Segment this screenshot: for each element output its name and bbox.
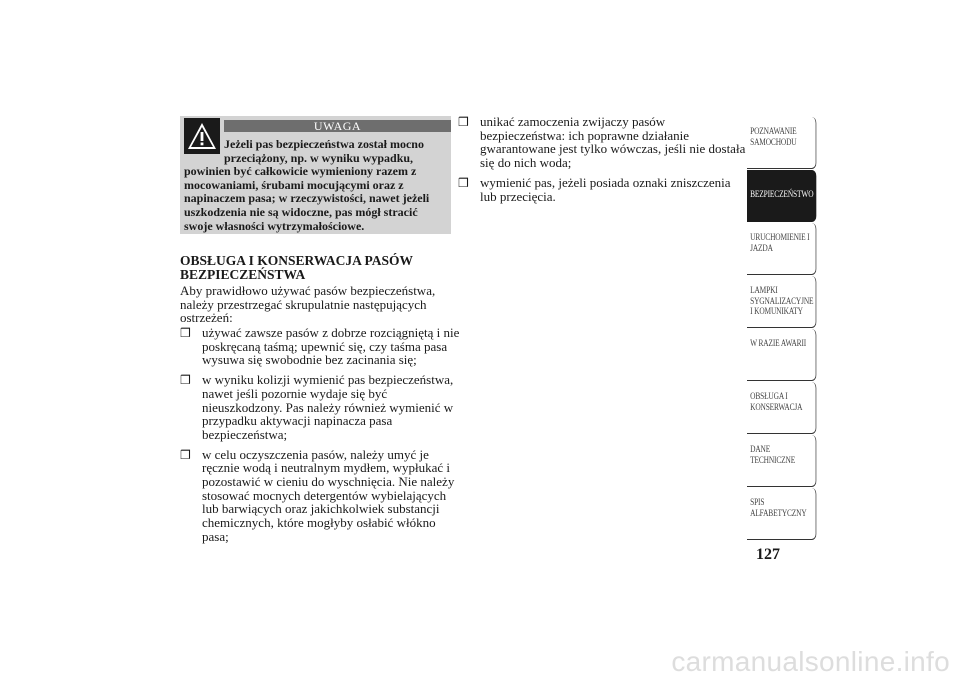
tab-obsluga-i-konserwacja[interactable] (747, 382, 816, 434)
bullet-list-right (458, 115, 750, 209)
section-heading: OBSŁUGA I KONSERWACJA PASÓW BEZPIECZEŃSTWA (180, 253, 413, 282)
list-item-text: wymienić pas, jeżeli posiada oznaki zniszczenia lub przecięcia. (480, 174, 731, 204)
tab-label: POZNAWANIE SAMOCHODU (750, 127, 797, 148)
tab-label: OBSŁUGA I KONSERWACJA (750, 392, 803, 413)
list-item-text: w celu oczyszczenia pasów, należy umyć je ręcznie wodą i neutralnym mydłem, wypłukać i pozostawić w cieniu do wyschnięcia. Nie należy stosować mocnych detergentów wybielających lub barwiących oraz jakichkolwiek substancji chemicznych, które mogłyby osłabić włókno pasa; (202, 446, 455, 544)
bullet-list-left (180, 326, 460, 550)
tab-spis-alfabetyczny[interactable] (747, 488, 816, 540)
checkbox-bullet-icon: ❒ (458, 175, 469, 190)
tab-label: URUCHOMIENIE I JAZDA (750, 233, 810, 254)
checkbox-bullet-icon: ❒ (180, 447, 191, 462)
list-item (180, 326, 460, 367)
list-item-text: używać zawsze pasów z dobrze rozciągniętą i nie poskręcaną taśmą; upewnić się, czy taśma pasa wysuwa się swobodnie bez zacinania się; (202, 325, 460, 368)
list-item (458, 176, 750, 203)
tab-w-razie-awarii[interactable] (747, 329, 816, 381)
tab-label: DANE TECHNICZNE (750, 445, 796, 466)
list-item (180, 373, 460, 442)
checkbox-bullet-icon: ❒ (180, 373, 191, 388)
watermark: carmanualsonline.info (671, 646, 950, 677)
checkbox-bullet-icon: ❒ (458, 115, 469, 129)
warning-text (184, 138, 448, 233)
checkbox-bullet-icon: ❒ (180, 326, 191, 340)
warning-title: UWAGA (313, 119, 362, 133)
list-item-text: w wyniku kolizji wymienić pas bezpieczeństwa, nawet jeśli pozornie wydaje się być nieuszkodzony. Pas należy również wymienić w przypadku aktywacji napinacza pasa bezpieczeństwa; (202, 372, 454, 442)
warning-first-lines: Jeżeli pas bezpieczeństwa został mocno przeciążony, np. w wyniku wypadku, (224, 137, 424, 165)
list-item (180, 448, 460, 544)
tab-lampki-sygnalizacyjne[interactable] (747, 276, 816, 328)
tab-bezpieczenstwo[interactable] (747, 170, 816, 222)
tab-poznawanie-samochodu[interactable] (747, 117, 816, 169)
tab-label: LAMPKI SYGNALIZACYJNE I KOMUNIKATY (750, 286, 814, 317)
tab-label: SPIS ALFABETYCZNY (750, 498, 807, 519)
page-number: 127 (756, 546, 780, 563)
list-item (458, 115, 750, 170)
section-intro: Aby prawidłowo używać pasów bezpieczeństwa, należy przestrzegać skrupulatnie następujących ostrzeżeń: (180, 283, 436, 326)
tab-label: W RAZIE AWARII (750, 339, 807, 349)
tab-label: BEZPIECZEŃSTWO (750, 190, 814, 200)
list-item-text: unikać zamoczenia zwijaczy pasów bezpieczeństwa: ich poprawne działanie gwarantowane jest tylko wówczas, jeśli nie dostała się do nich woda; (480, 114, 746, 171)
tab-uruchomienie-i-jazda[interactable] (747, 223, 816, 275)
chapter-tabs (747, 117, 819, 541)
tab-dane-techniczne[interactable] (747, 435, 816, 487)
warning-body: powinien być całkowicie wymieniony razem z mocowaniami, śrubami mocującymi oraz z napinaczem pasa; w rzeczywistości, nawet jeżeli uszkodzenia nie są widoczne, pas mógł stracić swoje własności wytrzymałościowe. (184, 164, 430, 233)
